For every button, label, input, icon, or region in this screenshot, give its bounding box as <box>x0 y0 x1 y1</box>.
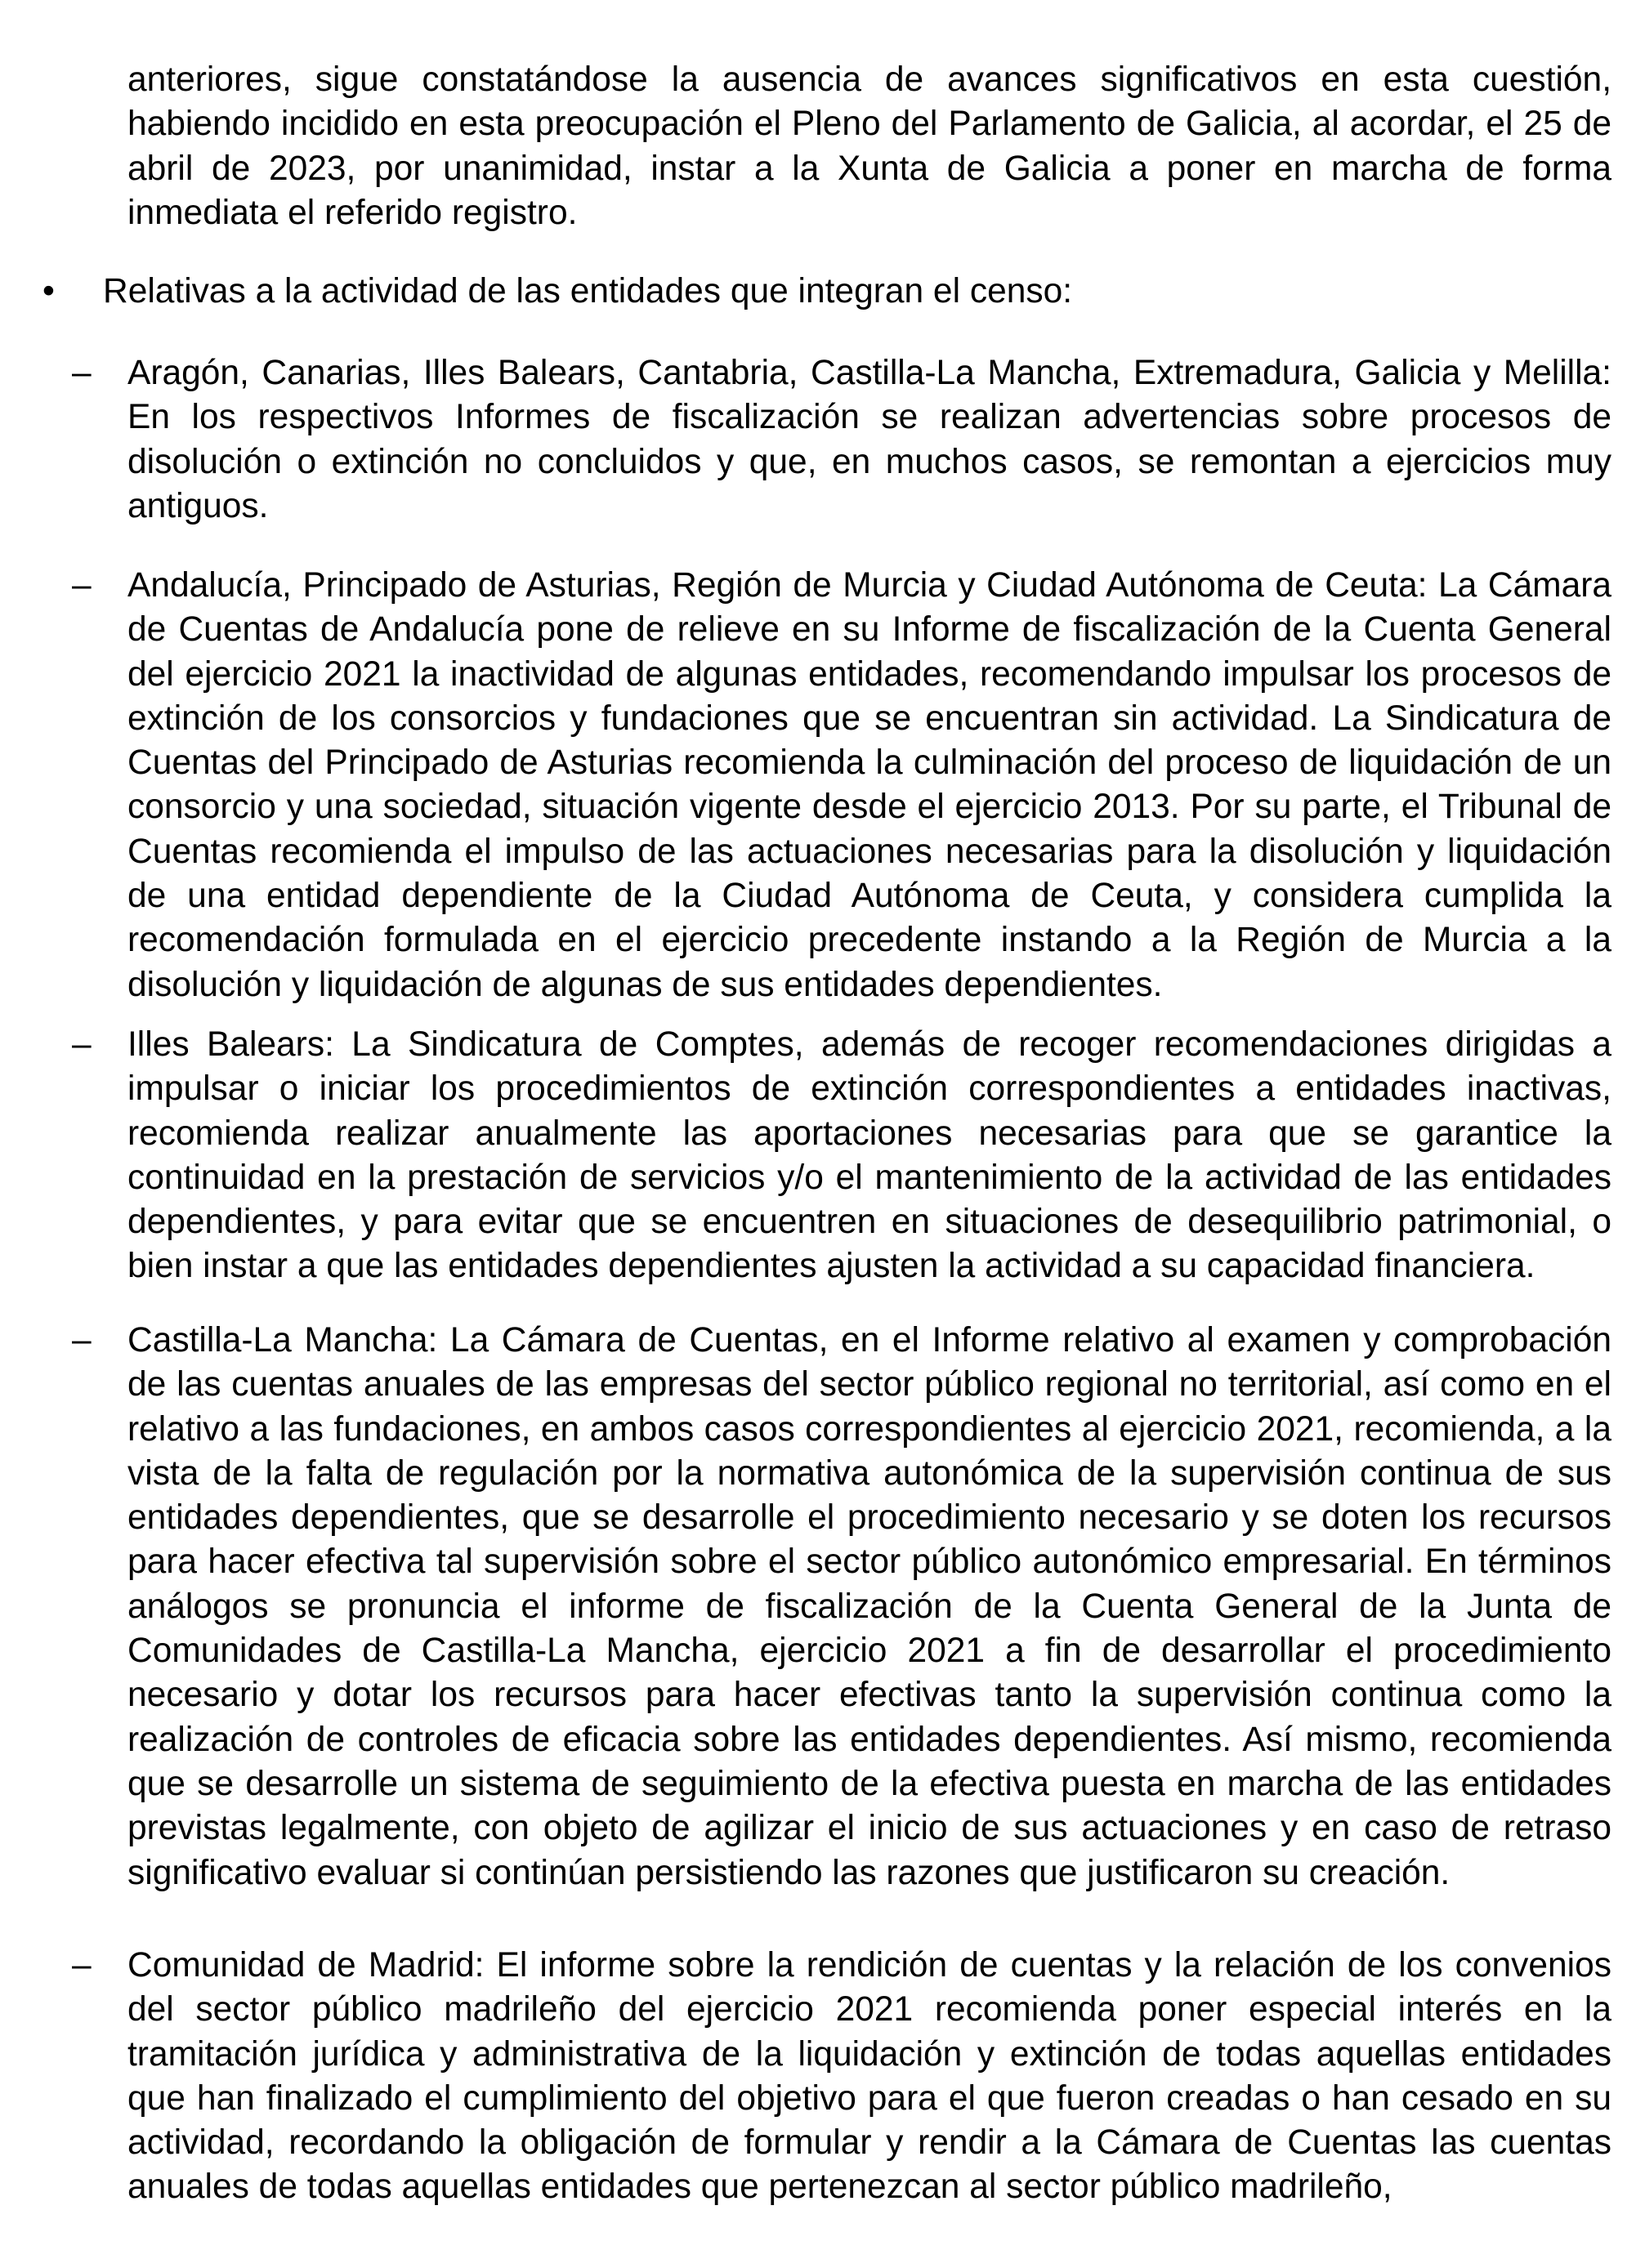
dash-marker: – <box>72 1946 92 1984</box>
dash-marker: – <box>72 1025 92 1064</box>
bullet-heading: Relativas a la actividad de las entidades que integran el censo: <box>103 272 1073 310</box>
dash-marker: – <box>72 354 92 392</box>
item-paragraph-castilla-la-mancha: Castilla-La Mancha: La Cámara de Cuentas, en el Informe relativo al examen y comprobación de las cuentas anuales de las empresas del sector público regional no territorial, así como en el relativo a las fundaciones, en ambos casos correspondientes al ejercicio 2021, recomienda, a la vista de la falta de regulación por la normativa autonómica de la supervisión continua de sus entidades dependientes, que se desarrolle el procedimiento necesario y se doten los recursos para hacer efectiva tal supervisión sobre el sector público autonómico empresarial. En términos análogos se pronuncia el informe de fiscalización de la Cuenta General de la Junta de Comunidades de Castilla-La Mancha, ejercicio 2021 a fin de desarrollar el procedimiento necesario y dotar los recursos para hacer efectivas tanto la supervisión continua como la realización de controles de eficacia sobre las entidades dependientes. Así mismo, recomienda que se desarrolle un sistema de seguimiento de la efectiva puesta en marcha de las entidades previstas legalmente, con objeto de agilizar el inicio de sus actuaciones y en caso de retraso significativo evaluar si continúan persistiendo las razones que justificaron su creación. <box>127 1321 1611 1892</box>
item-paragraph-aragon: Aragón, Canarias, Illes Balears, Cantabria, Castilla-La Mancha, Extremadura, Galicia y Melilla: En los respectivos Informes de fiscalización se realizan advertencias sobre procesos de disolución o extinción no concluidos y que, en muchos casos, se remontan a ejercicios muy antiguos. <box>127 354 1611 525</box>
item-paragraph-illes-balears: Illes Balears: La Sindicatura de Comptes, además de recoger recomendaciones dirigidas a impulsar o iniciar los procedimientos de extinción correspondientes a entidades inactivas, recomienda realizar anualmente las aportaciones necesarias para que se garantice la continuidad en la prestación de servicios y/o el mantenimiento de la actividad de las entidades dependientes, y para evitar que se encuentren en situaciones de desequilibrio patrimonial, o bien instar a que las entidades dependientes ajusten la actividad a su capacidad financiera. <box>127 1025 1611 1286</box>
dash-marker: – <box>72 566 92 605</box>
item-paragraph-andalucia: Andalucía, Principado de Asturias, Región de Murcia y Ciudad Autónoma de Ceuta: La Cámara de Cuentas de Andalucía pone de relieve en su Informe de fiscalización de la Cuenta General del ejercicio 2021 la inactividad de algunas entidades, recomendando impulsar los procesos de extinción de los consorcios y fundaciones que se encuentran sin actividad. La Sindicatura de Cuentas del Principado de Asturias recomienda la culminación del proceso de liquidación de un consorcio y una sociedad, situación vigente desde el ejercicio 2013. Por su parte, el Tribunal de Cuentas recomienda el impulso de las actuaciones necesarias para la disolución y liquidación de una entidad dependiente de la Ciudad Autónoma de Ceuta, y considera cumplida la recomendación formulada en el ejercicio precedente instando a la Región de Murcia a la disolución y liquidación de algunas de sus entidades dependientes. <box>127 566 1611 1004</box>
dash-marker: – <box>72 1321 92 1359</box>
item-paragraph-comunidad-de-madrid: Comunidad de Madrid: El informe sobre la rendición de cuentas y la relación de los convenios del sector público madrileño del ejercicio 2021 recomienda poner especial interés en la tramitación jurídica y administrativa de la liquidación y extinción de todas aquellas entidades que han finalizado el cumplimiento del objetivo para el que fueron creadas o han cesado en su actividad, recordando la obligación de formular y rendir a la Cámara de Cuentas las cuentas anuales de todas aquellas entidades que pertenezcan al sector público madrileño, <box>127 1946 1611 2207</box>
bullet-marker: • <box>42 272 55 310</box>
continuation-paragraph: anteriores, sigue constatándose la ausencia de avances significativos en esta cuestión, habiendo incidido en esta preocupación el Pleno del Parlamento de Galicia, al acordar, el 25 de abril de 2023, por unanimidad, instar a la Xunta de Galicia a poner en marcha de forma inmediata el referido registro. <box>127 60 1611 232</box>
